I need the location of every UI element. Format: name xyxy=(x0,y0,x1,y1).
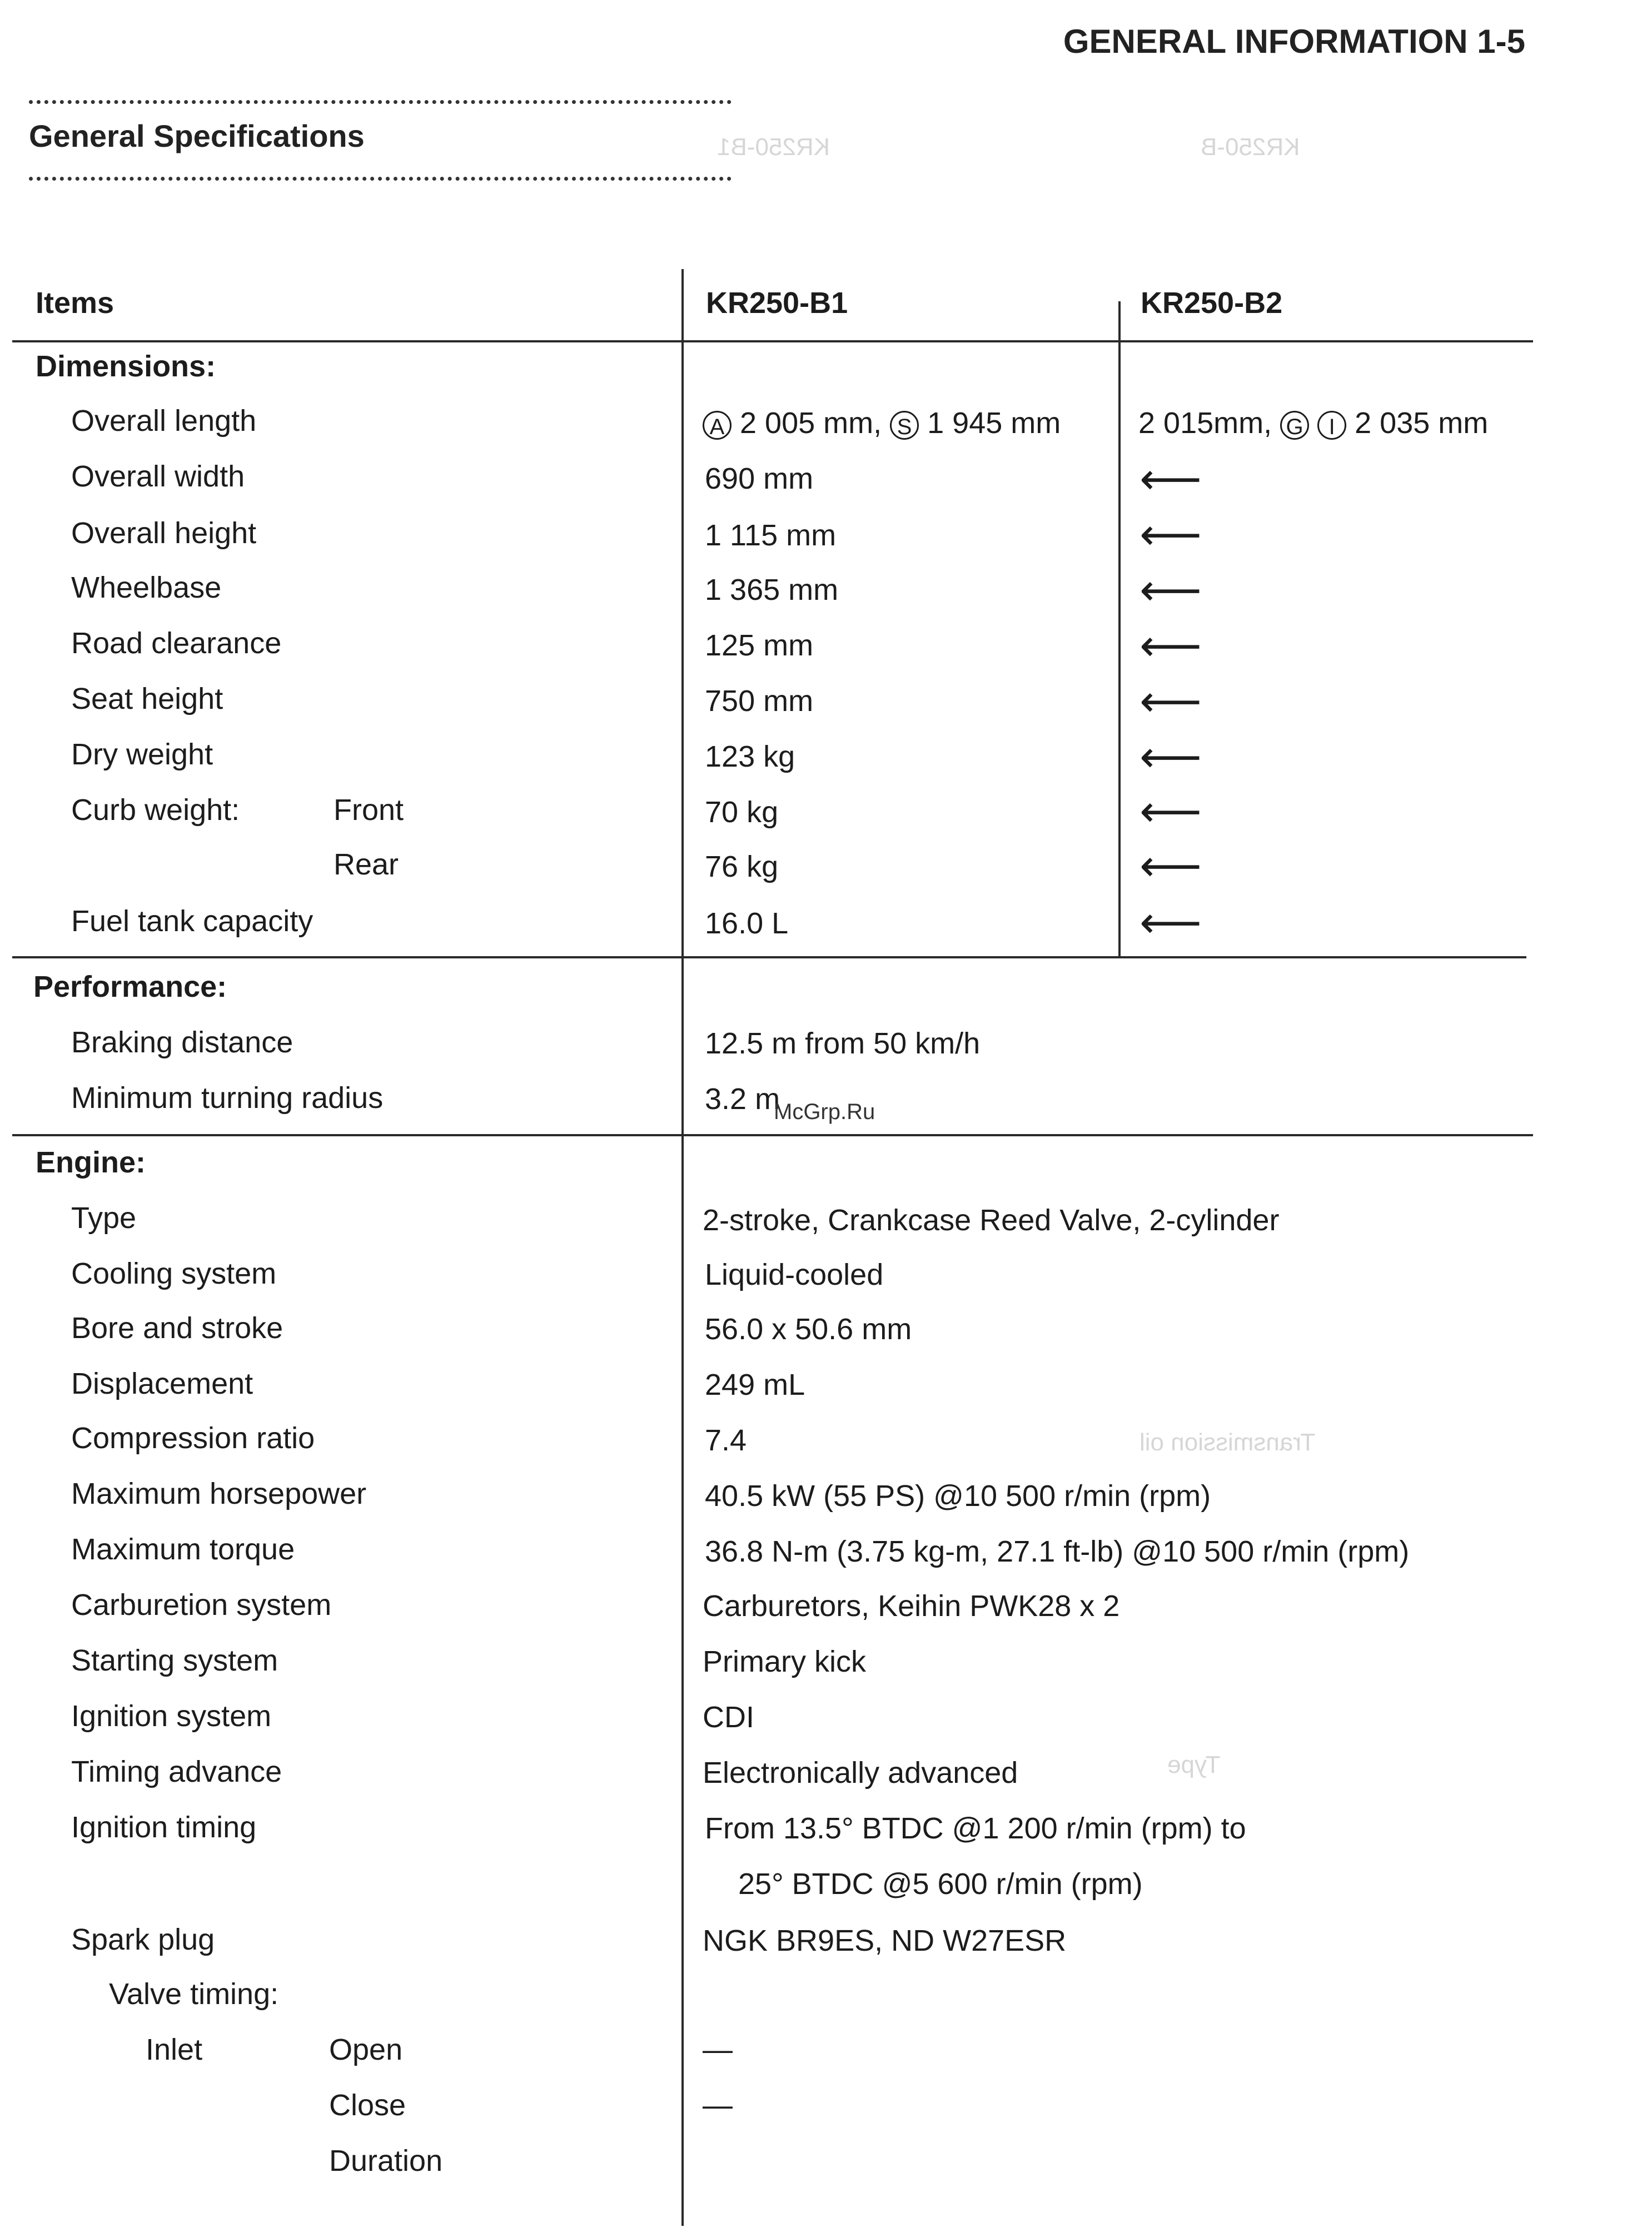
value-bore-stroke: 56.0 x 50.6 mm xyxy=(705,1313,912,1346)
value-ignition-timing: From 13.5° BTDC @1 200 r/min (rpm) to xyxy=(705,1812,1246,1845)
label-engine-type: Type xyxy=(71,1201,137,1235)
value-inlet-close: — xyxy=(703,2089,733,2122)
same-as-b1-arrow: ⟵ xyxy=(1140,841,1202,890)
label-carburetion: Carburetion system xyxy=(71,1588,332,1622)
label-displacement: Displacement xyxy=(71,1367,253,1400)
same-as-b1-arrow: ⟵ xyxy=(1140,677,1202,725)
label-wheelbase: Wheelbase xyxy=(71,571,222,604)
label-overall-length: Overall length xyxy=(71,404,257,438)
label-braking-distance: Braking distance xyxy=(71,1026,293,1059)
label-curb-rear: Rear xyxy=(334,848,399,881)
value-spark-plug: NGK BR9ES, ND W27ESR xyxy=(703,1924,1067,1957)
circled-a-icon: A xyxy=(703,411,732,440)
label-max-torque: Maximum torque xyxy=(71,1533,295,1566)
value-starting-system: Primary kick xyxy=(703,1645,866,1678)
value-max-torque: 36.8 N-m (3.75 kg-m, 27.1 ft-lb) @10 500 r/min (rpm) xyxy=(705,1535,1410,1568)
label-inlet: Inlet xyxy=(146,2033,203,2066)
same-as-b1-arrow: ⟵ xyxy=(1140,621,1202,670)
label-spark-plug: Spark plug xyxy=(71,1923,215,1956)
section-performance: Performance: xyxy=(33,970,227,1003)
label-ignition-timing: Ignition timing xyxy=(71,1811,257,1844)
value-overall-height: 1 115 mm xyxy=(705,519,837,552)
label-turning-radius: Minimum turning radius xyxy=(71,1081,384,1115)
circled-i-icon: I xyxy=(1317,411,1346,440)
performance-rule xyxy=(12,1134,1533,1136)
value-dry-weight: 123 kg xyxy=(705,740,795,773)
column-divider-2 xyxy=(1118,301,1121,957)
label-fuel-tank: Fuel tank capacity xyxy=(71,904,314,938)
same-as-b1-arrow: ⟵ xyxy=(1140,454,1202,503)
value-braking-distance: 12.5 m from 50 km/h xyxy=(705,1027,981,1060)
value-road-clearance: 125 mm xyxy=(705,629,814,662)
value-engine-type: 2-stroke, Crankcase Reed Valve, 2-cylinder xyxy=(703,1204,1280,1237)
label-overall-height: Overall height xyxy=(71,516,257,550)
same-as-b1-arrow: ⟵ xyxy=(1140,898,1202,947)
label-curb-weight: Curb weight: xyxy=(71,793,240,827)
value-fuel-tank: 16.0 L xyxy=(705,907,789,940)
bleed-through-text: Type xyxy=(1167,1751,1221,1778)
value-max-horsepower: 40.5 kW (55 PS) @10 500 r/min (rpm) xyxy=(705,1479,1211,1513)
value-curb-rear: 76 kg xyxy=(705,850,779,883)
label-starting-system: Starting system xyxy=(71,1644,278,1677)
bleed-through-text: KR250-B1 xyxy=(717,133,830,161)
label-valve-timing: Valve timing: xyxy=(109,1977,279,2011)
label-dry-weight: Dry weight xyxy=(71,738,213,771)
value-timing-advance: Electronically advanced xyxy=(703,1756,1018,1789)
value-overall-length-b1: A 2 005 mm, S 1 945 mm xyxy=(703,406,1061,440)
label-seat-height: Seat height xyxy=(71,682,223,715)
column-divider-1 xyxy=(681,269,684,2226)
section-engine: Engine: xyxy=(36,1146,146,1179)
same-as-b1-arrow: ⟵ xyxy=(1140,787,1202,836)
label-max-horsepower: Maximum horsepower xyxy=(71,1477,367,1510)
value-displacement: 249 mL xyxy=(705,1368,805,1401)
section-title: General Specifications xyxy=(29,118,365,153)
label-cooling-system: Cooling system xyxy=(71,1257,277,1290)
value-carburetion: Carburetors, Keihin PWK28 x 2 xyxy=(703,1589,1120,1623)
bleed-through-text: KR250-B xyxy=(1201,133,1300,161)
value-ignition-system: CDI xyxy=(703,1701,754,1734)
same-as-b1-arrow: ⟵ xyxy=(1140,565,1202,614)
dimensions-rule xyxy=(12,956,1526,958)
label-timing-advance: Timing advance xyxy=(71,1755,282,1788)
column-header-b1: KR250-B1 xyxy=(706,286,848,320)
value-curb-front: 70 kg xyxy=(705,796,779,829)
value-compression-ratio: 7.4 xyxy=(705,1424,747,1457)
label-ignition-system: Ignition system xyxy=(71,1699,272,1733)
label-inlet-duration: Duration xyxy=(329,2144,443,2178)
page-header-title: GENERAL INFORMATION 1-5 xyxy=(1063,23,1525,60)
value-overall-width: 690 mm xyxy=(705,462,814,495)
same-as-b1-arrow: ⟵ xyxy=(1140,510,1202,559)
same-as-b1-arrow: ⟵ xyxy=(1140,732,1202,781)
column-header-b2: KR250-B2 xyxy=(1141,286,1283,320)
value-ignition-timing-cont: 25° BTDC @5 600 r/min (rpm) xyxy=(738,1867,1143,1901)
label-curb-front: Front xyxy=(334,793,404,827)
section-dimensions: Dimensions: xyxy=(36,350,216,383)
column-header-items: Items xyxy=(36,286,115,320)
value-wheelbase: 1 365 mm xyxy=(705,573,839,607)
label-inlet-open: Open xyxy=(329,2033,403,2066)
label-inlet-close: Close xyxy=(329,2089,406,2122)
label-bore-stroke: Bore and stroke xyxy=(71,1311,283,1345)
value-cooling-system: Liquid-cooled xyxy=(705,1258,884,1291)
label-compression-ratio: Compression ratio xyxy=(71,1421,315,1455)
value-turning-radius: 3.2 m xyxy=(705,1082,780,1116)
value-overall-length-b2: 2 015mm, G I 2 035 mm xyxy=(1138,406,1489,440)
label-overall-width: Overall width xyxy=(71,460,245,493)
value-inlet-open: — xyxy=(703,2033,733,2066)
circled-g-icon: G xyxy=(1280,411,1309,440)
dotted-rule-top xyxy=(29,100,732,104)
label-road-clearance: Road clearance xyxy=(71,627,282,660)
bleed-through-text: Transmission oil xyxy=(1140,1429,1316,1456)
value-seat-height: 750 mm xyxy=(705,684,814,718)
dotted-rule-bottom xyxy=(29,177,732,181)
watermark: McGrp.Ru xyxy=(774,1100,875,1124)
circled-s-icon: S xyxy=(890,411,919,440)
header-rule xyxy=(12,340,1533,342)
